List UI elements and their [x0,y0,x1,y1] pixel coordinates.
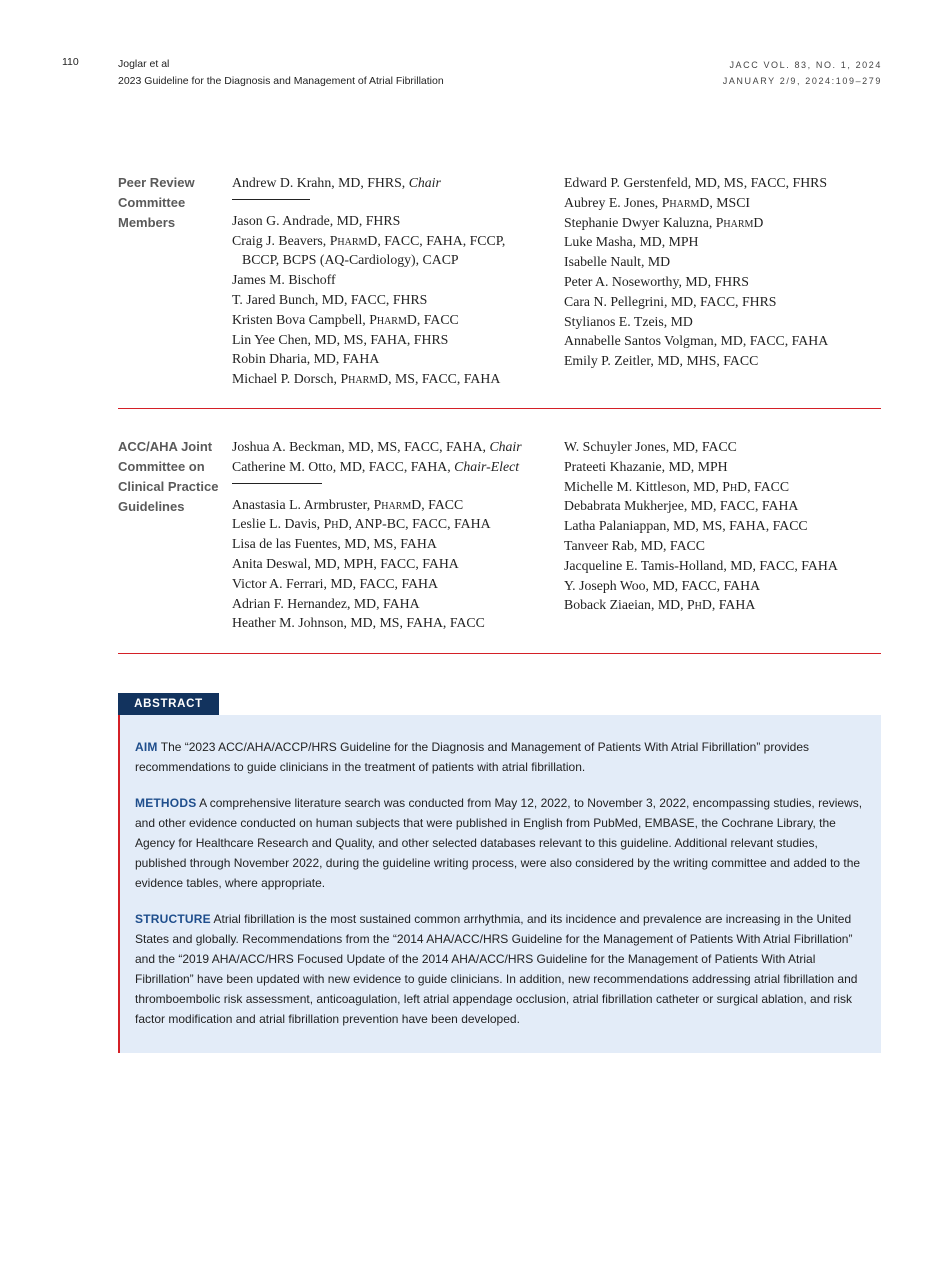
aim-heading: AIM [135,740,158,754]
member-name: Annabelle Santos Volgman, MD, FACC, FAHA [564,333,829,349]
member-name: Cara N. Pellegrini, MD, FACC, FHRS [564,293,777,309]
member-name: Y. Joseph Woo, MD, FACC, FAHA [564,577,761,593]
member-name: BCCP, BCPS (AQ-Cardiology), CACP [242,252,459,268]
methods-heading: METHODS [135,796,197,810]
structure-text: Atrial fibrillation is the most sustained common arrhythmia, and its incidence and prevalence are increasing in the United States and globally. Recommendations from the “2014 AHA/ACC/HRS Guideline for the Management of Patients With Atrial Fibrillation” and the “2019 AHA/ACC/HRS Focused Update of the 2014 AHA/ACC/HRS Guideline for the Management of Patients With Atrial Fibrillation” have been updated with new evidence to guide clinicians. In addition, new recommendations addressing atrial fibrillation and thromboembolic risk assessment, anticoagulation, left atrial appendage occlusion, atrial fibrillation catheter or surgical ablation, and risk factor modification and atrial fibrillation prevention have been developed. [135,912,858,1026]
chair-role: Chair [489,439,522,454]
member-name: Tanveer Rab, MD, FACC [564,537,705,553]
joint-committee-section [118,437,881,637]
member-name: Peter A. Noseworthy, MD, FHRS [564,273,749,289]
member-name: Kristen Bova Campbell, PharmD, FACC [232,311,459,327]
journal-date-pages: JANUARY 2/9, 2024:109–279 [722,76,882,86]
running-header-left [118,56,444,90]
member-name: Lisa de las Fuentes, MD, MS, FAHA [232,536,437,552]
member-name: T. Jared Bunch, MD, FACC, FHRS [232,291,428,307]
member-name: Robin Dharia, MD, FAHA [232,351,380,367]
joint-committee-members-right [564,437,882,615]
member-name: James M. Bischoff [232,272,336,288]
section-divider [118,408,881,409]
member-name: Leslie L. Davis, PhD, ANP-BC, FACC, FAHA [232,516,491,532]
member-name: Michelle M. Kittleson, MD, PhD, FACC [564,478,790,494]
joint-committee-chair-elect [232,457,552,477]
member-name: Jason G. Andrade, MD, FHRS [232,212,401,228]
member-name: Latha Palaniappan, MD, MS, FAHA, FACC [564,518,808,534]
peer-review-label: Peer Review Committee Members [118,175,195,230]
member-name: Boback Ziaeian, MD, PhD, FAHA [564,597,756,613]
abstract-methods [135,794,865,894]
chair-elect-role: Chair-Elect [454,458,520,474]
peer-review-chair [232,173,552,193]
section-divider [118,653,881,654]
abstract-aim [135,738,865,778]
member-name: Anita Deswal, MD, MPH, FACC, FAHA [232,555,459,571]
joint-committee-members-left [232,495,552,634]
chair-elect-name: Catherine M. Otto, MD, FACC, FAHA, [232,458,451,474]
member-name: Michael P. Dorsch, PharmD, MS, FACC, FAHA [232,371,501,387]
member-name: Prateeti Khazanie, MD, MPH [564,458,728,474]
member-name: Heather M. Johnson, MD, MS, FAHA, FACC [232,615,485,631]
chair-role: Chair [408,175,441,190]
aim-text: The “2023 ACC/AHA/ACCP/HRS Guideline for the Diagnosis and Management of Patients With Atrial Fibrillation” provides recommendations to guide clinicians in the treatment of patients with atrial fibrillation. [135,740,810,774]
peer-review-members-left [232,211,552,389]
chair-name: Andrew D. Krahn, MD, FHRS, [232,175,406,190]
member-name: Aubrey E. Jones, PharmD, MSCI [564,194,751,210]
running-header-right [723,57,882,89]
journal-volume: JACC VOL. 83, NO. 1, 2024 [729,60,882,70]
running-header-title: 2023 Guideline for the Diagnosis and Management of Atrial Fibrillation [118,75,444,87]
peer-review-column-left [232,173,552,389]
joint-committee-chair [232,437,552,457]
member-name: Isabelle Nault, MD [564,254,671,270]
abstract-structure [135,910,865,1029]
member-name: Stephanie Dwyer Kaluzna, PharmD [564,214,764,230]
peer-review-section [118,173,881,395]
member-name: Jacqueline E. Tamis-Holland, MD, FACC, FAHA [564,557,838,573]
abstract-tab: ABSTRACT [118,693,219,715]
member-name: Emily P. Zeitler, MD, MHS, FACC [564,353,759,369]
running-header-authors: Joglar et al [118,58,170,70]
joint-committee-label: ACC/AHA Joint Committee on Clinical Practice Guidelines [118,439,219,514]
member-name: Adrian F. Hernandez, MD, FAHA [232,595,420,611]
abstract-box [118,715,881,1053]
member-name: Anastasia L. Armbruster, PharmD, FACC [232,496,464,512]
member-name: Stylianos E. Tzeis, MD [564,313,693,329]
member-name: Craig J. Beavers, PharmD, FACC, FAHA, FCCP, [232,232,506,248]
chair-divider [232,199,310,200]
page-number: 110 [62,56,79,68]
chair-divider [232,483,322,484]
member-name: Edward P. Gerstenfeld, MD, MS, FACC, FHRS [564,175,828,190]
member-name: Victor A. Ferrari, MD, FACC, FAHA [232,575,438,591]
joint-committee-column-left [232,437,552,633]
structure-heading: STRUCTURE [135,912,211,926]
member-name: Luke Masha, MD, MPH [564,234,699,250]
chair-name: Joshua A. Beckman, MD, MS, FACC, FAHA, [232,439,486,454]
methods-text: A comprehensive literature search was conducted from May 12, 2022, to November 3, 2022, encompassing studies, reviews, and other evidence conducted on human subjects that were published in English from PubMed, EMBASE, the Cochrane Library, the Agency for Healthcare Research and Quality, and other selected databases relevant to this guideline. Additional relevant studies, published through November 2022, during the guideline writing process, were also considered by the writing committee and added to the evidence tables, where appropriate. [135,796,863,890]
member-name: Debabrata Mukherjee, MD, FACC, FAHA [564,498,799,514]
peer-review-members-right [564,173,882,371]
member-name: Lin Yee Chen, MD, MS, FAHA, FHRS [232,331,449,347]
member-name: W. Schuyler Jones, MD, FACC [564,439,737,454]
